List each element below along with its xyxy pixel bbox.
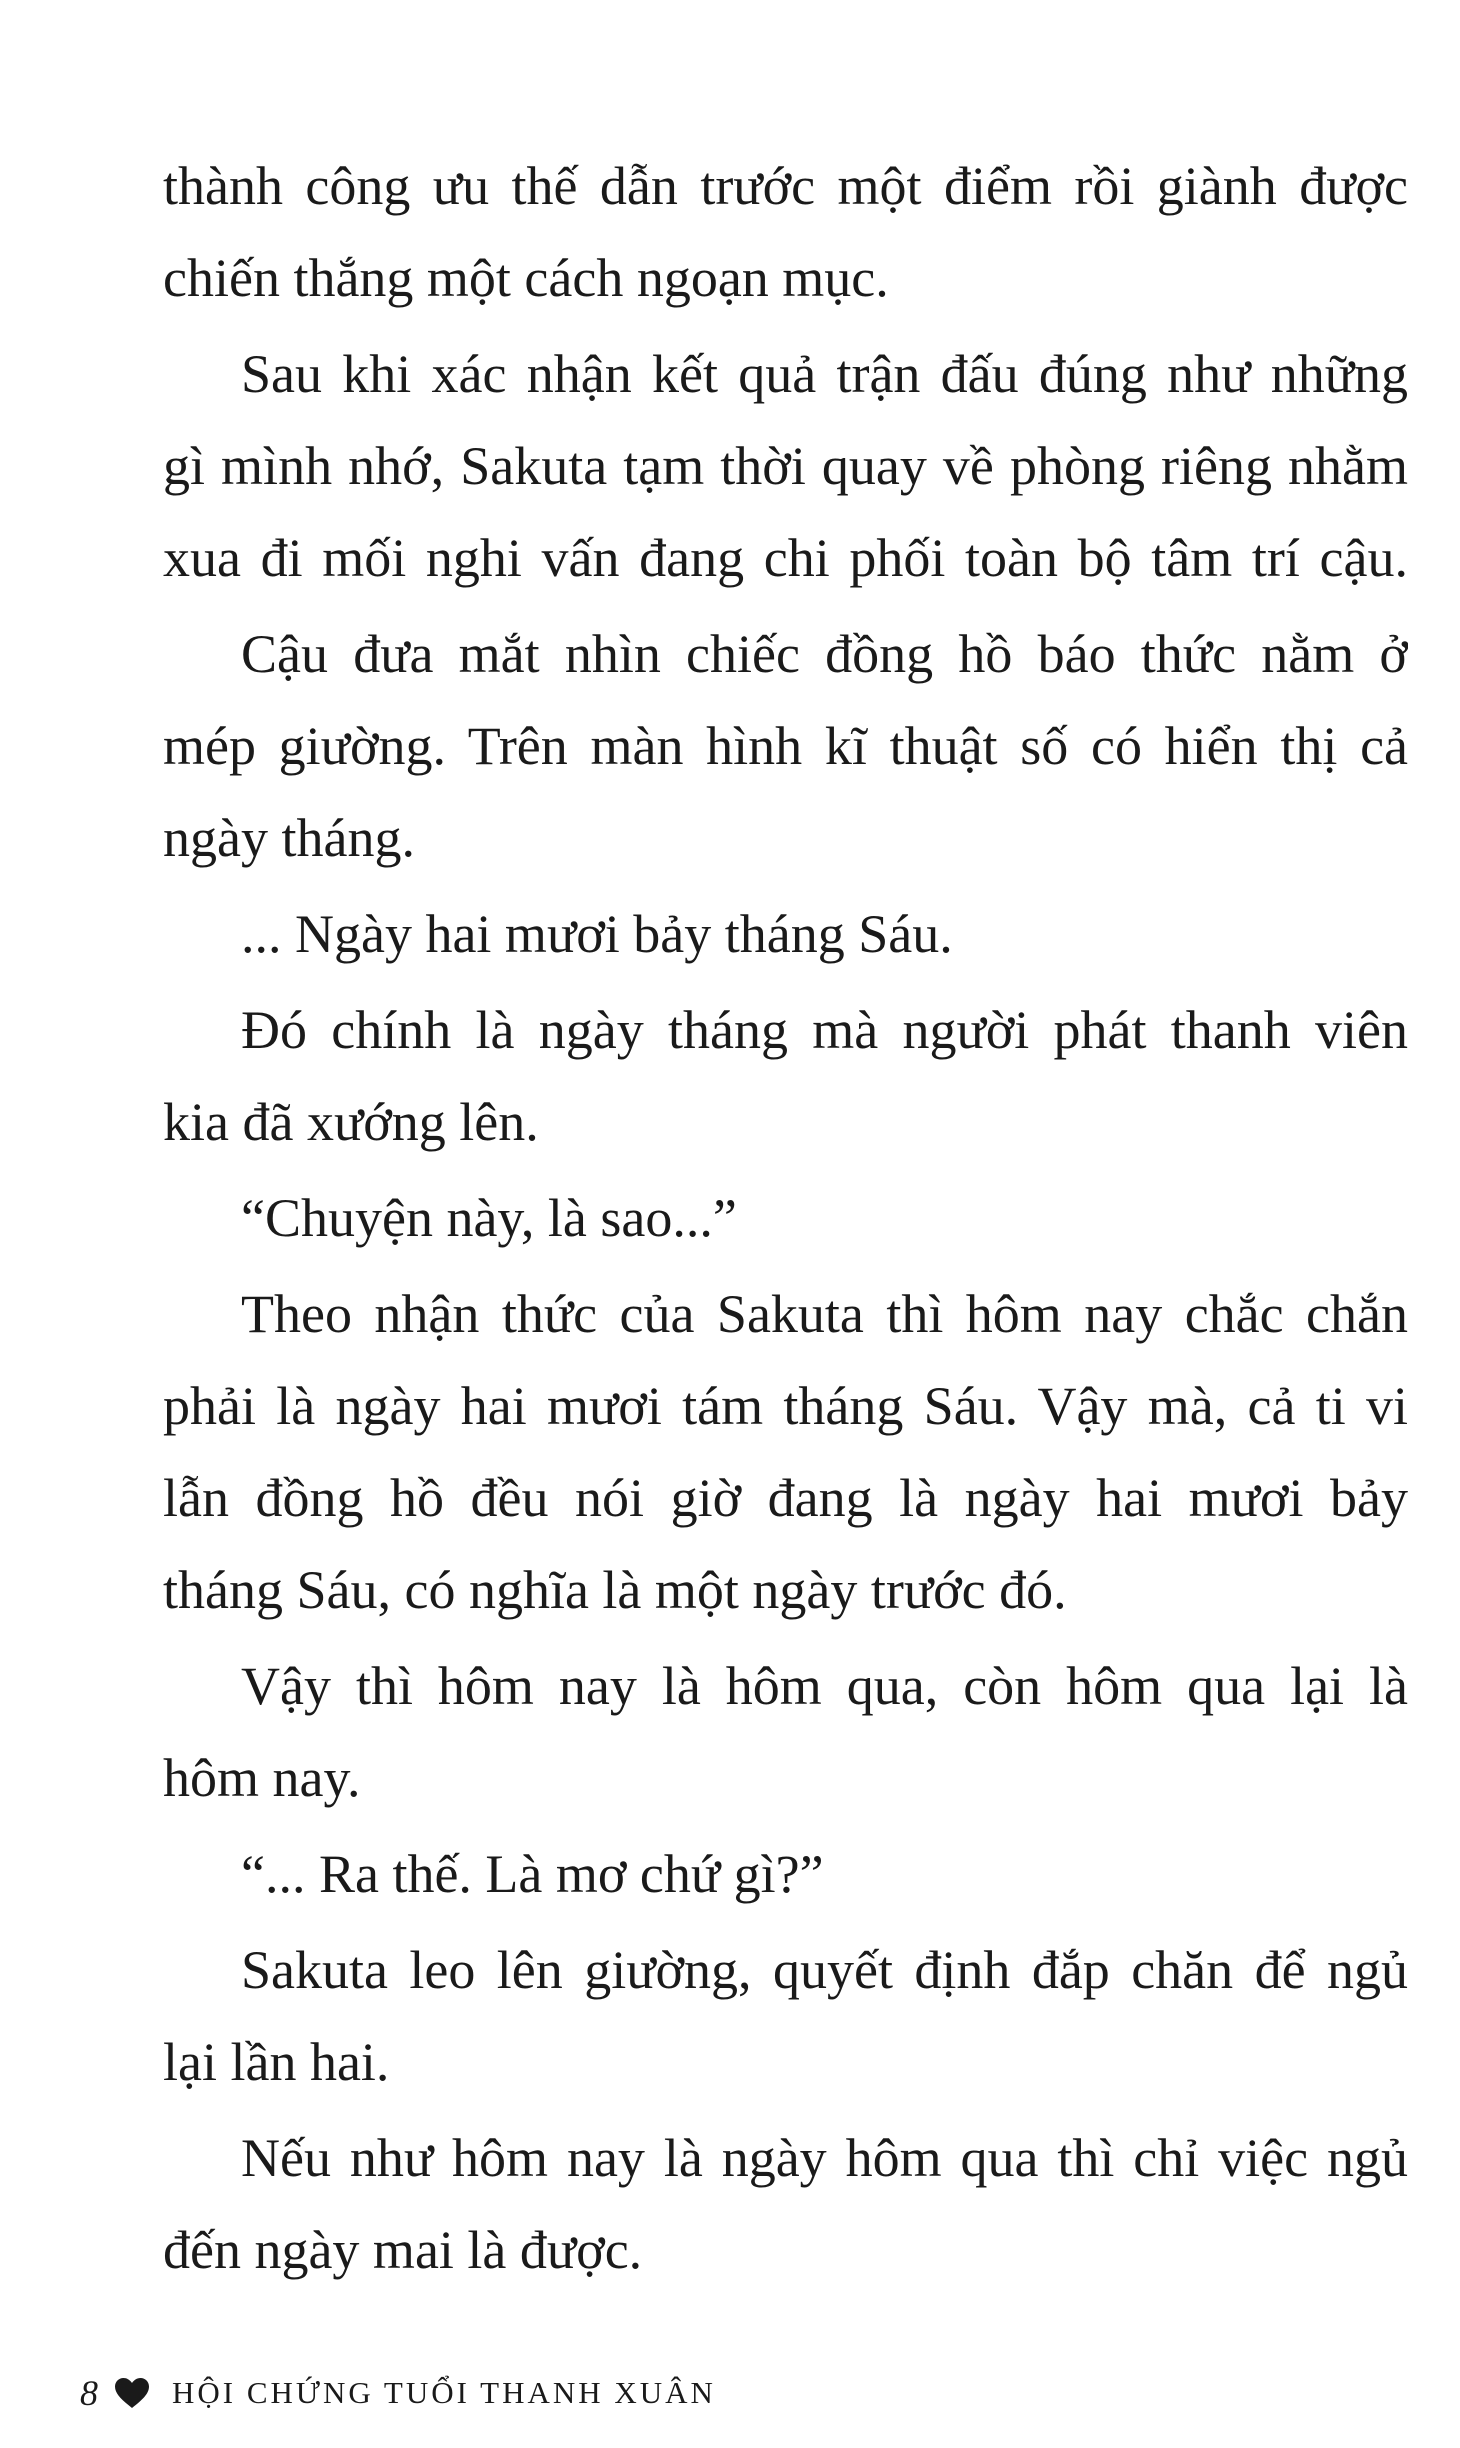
text-line: phải là ngày hai mươi tám tháng Sáu. Vậy mà, cả ti vi xyxy=(163,1376,1408,1436)
text-line: “... Ra thế. Là mơ chứ gì?” xyxy=(241,1844,824,1904)
text-line: lại lần hai. xyxy=(163,2032,390,2092)
text-line: ... Ngày hai mươi bảy tháng Sáu. xyxy=(241,904,953,964)
text-line: “Chuyện này, là sao...” xyxy=(241,1188,737,1248)
text-line: lẫn đồng hồ đều nói giờ đang là ngày hai mươi bảy xyxy=(163,1468,1408,1528)
text-line: Cậu đưa mắt nhìn chiếc đồng hồ báo thức nằm ở xyxy=(241,624,1408,684)
text-line: Theo nhận thức của Sakuta thì hôm nay chắc chắn xyxy=(241,1284,1408,1344)
text-line: kia đã xướng lên. xyxy=(163,1092,539,1152)
text-line: thành công ưu thế dẫn trước một điểm rồi giành được xyxy=(163,156,1408,216)
text-line: Đó chính là ngày tháng mà người phát thanh viên xyxy=(241,1000,1408,1060)
text-line: gì mình nhớ, Sakuta tạm thời quay về phòng riêng nhằm xyxy=(163,436,1408,496)
text-line: xua đi mối nghi vấn đang chi phối toàn bộ tâm trí cậu. xyxy=(163,528,1408,588)
text-line: mép giường. Trên màn hình kĩ thuật số có hiển thị cả xyxy=(163,716,1408,776)
text-line: Sau khi xác nhận kết quả trận đấu đúng như những xyxy=(241,344,1408,404)
text-line: tháng Sáu, có nghĩa là một ngày trước đó. xyxy=(163,1560,1067,1620)
text-line: hôm nay. xyxy=(163,1748,361,1808)
text-line: chiến thắng một cách ngoạn mục. xyxy=(163,248,889,308)
text-line: ngày tháng. xyxy=(163,808,415,868)
text-line: Vậy thì hôm nay là hôm qua, còn hôm qua lại là xyxy=(241,1656,1408,1716)
heart-icon xyxy=(114,2377,150,2409)
body-text xyxy=(163,140,1408,2296)
book-title: HỘI CHỨNG TUỔI THANH XUÂN xyxy=(172,2375,716,2410)
text-line: đến ngày mai là được. xyxy=(163,2220,643,2280)
page-number: 8 xyxy=(80,2373,98,2413)
page-footer xyxy=(80,2368,716,2418)
text-line: Nếu như hôm nay là ngày hôm qua thì chỉ việc ngủ xyxy=(241,2128,1408,2188)
text-line: Sakuta leo lên giường, quyết định đắp chăn để ngủ xyxy=(241,1940,1408,2000)
